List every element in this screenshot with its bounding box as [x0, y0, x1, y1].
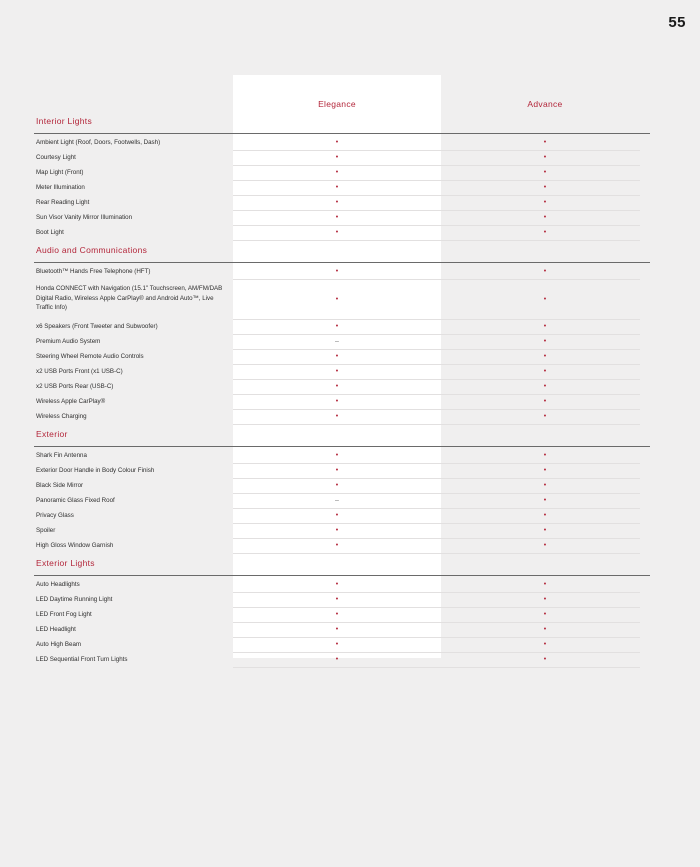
- advance-value: •: [543, 641, 547, 648]
- table-row: [0, 592, 700, 607]
- feature-label: x2 USB Ports Rear (USB-C): [36, 383, 114, 390]
- feature-label: x2 USB Ports Front (x1 USB-C): [36, 368, 123, 375]
- advance-value: •: [543, 368, 547, 375]
- elegance-value: •: [335, 656, 339, 663]
- table-row: [0, 409, 700, 424]
- table-row: [0, 319, 700, 334]
- feature-label: LED Front Fog Light: [36, 611, 92, 618]
- elegance-value: •: [335, 154, 339, 161]
- advance-value: •: [543, 338, 547, 345]
- table-row: [0, 478, 700, 493]
- table-row: [0, 334, 700, 349]
- table-row: [0, 364, 700, 379]
- feature-label: Honda CONNECT with Navigation (15.1" Touchscreen, AM/FM/DAB Digital Radio, Wireless Apple CarPlay® and Android Auto™, Live Traffic Info): [36, 285, 223, 311]
- elegance-value: •: [335, 512, 339, 519]
- feature-label: Steering Wheel Remote Audio Controls: [36, 353, 144, 360]
- table-row: [0, 652, 700, 667]
- elegance-value: •: [335, 268, 339, 275]
- feature-label: Spoiler: [36, 527, 56, 534]
- section-title: Interior Lights: [36, 116, 92, 126]
- advance-value: •: [543, 581, 547, 588]
- feature-label: LED Headlight: [36, 626, 76, 633]
- elegance-value: •: [335, 527, 339, 534]
- elegance-value: •: [335, 199, 339, 206]
- feature-label: Wireless Charging: [36, 413, 87, 420]
- table-row: [0, 463, 700, 478]
- row-divider: [233, 240, 640, 241]
- elegance-value: •: [335, 641, 339, 648]
- elegance-value: •: [335, 229, 339, 236]
- elegance-value: –: [335, 338, 339, 345]
- feature-label: Privacy Glass: [36, 512, 74, 519]
- advance-value: •: [543, 398, 547, 405]
- feature-label: Boot Light: [36, 229, 64, 236]
- elegance-value: •: [335, 368, 339, 375]
- advance-value: •: [543, 199, 547, 206]
- page-number: 55: [668, 14, 686, 31]
- section-title: Exterior: [36, 429, 68, 439]
- advance-value: •: [543, 295, 547, 303]
- advance-value: •: [543, 497, 547, 504]
- advance-value: •: [543, 383, 547, 390]
- advance-value: •: [543, 214, 547, 221]
- column-header-elegance: Elegance: [318, 99, 356, 109]
- table-row: [0, 225, 700, 240]
- elegance-value: •: [335, 596, 339, 603]
- feature-label: Meter Illumination: [36, 184, 85, 191]
- advance-value: •: [543, 139, 547, 146]
- section-title: Exterior Lights: [36, 558, 95, 568]
- feature-label: Shark Fin Antenna: [36, 452, 87, 459]
- feature-label: Wireless Apple CarPlay®: [36, 398, 106, 405]
- table-row: [0, 622, 700, 637]
- elegance-value: •: [335, 214, 339, 221]
- table-row: [0, 379, 700, 394]
- elegance-value: •: [335, 467, 339, 474]
- elegance-value: •: [335, 611, 339, 618]
- table-row: [0, 264, 700, 279]
- table-row: [0, 150, 700, 165]
- feature-label: Auto High Beam: [36, 641, 82, 648]
- advance-value: •: [543, 512, 547, 519]
- elegance-value: •: [335, 353, 339, 360]
- advance-value: •: [543, 323, 547, 330]
- advance-value: •: [543, 452, 547, 459]
- row-divider: [233, 667, 640, 668]
- table-row: [0, 508, 700, 523]
- elegance-value: •: [335, 413, 339, 420]
- elegance-value: •: [335, 542, 339, 549]
- section-divider: [34, 575, 650, 576]
- advance-value: •: [543, 656, 547, 663]
- elegance-value: •: [335, 581, 339, 588]
- feature-label: Bluetooth™ Hands Free Telephone (HFT): [36, 268, 151, 275]
- elegance-value: •: [335, 383, 339, 390]
- feature-label: Panoramic Glass Fixed Roof: [36, 497, 115, 504]
- feature-label: Premium Audio System: [36, 338, 101, 345]
- table-row: [0, 577, 700, 592]
- elegance-value: •: [335, 295, 339, 303]
- advance-value: •: [543, 542, 547, 549]
- advance-value: •: [543, 229, 547, 236]
- advance-value: •: [543, 626, 547, 633]
- advance-value: •: [543, 353, 547, 360]
- row-divider: [233, 553, 640, 554]
- table-row: [0, 607, 700, 622]
- section-divider: [34, 262, 650, 263]
- elegance-value: •: [335, 139, 339, 146]
- feature-label: Sun Visor Vanity Mirror Illumination: [36, 214, 133, 221]
- feature-label: Auto Headlights: [36, 581, 80, 588]
- table-row: [0, 538, 700, 553]
- table-row: [0, 210, 700, 225]
- table-row: [0, 180, 700, 195]
- advance-value: •: [543, 268, 547, 275]
- feature-label: Ambient Light (Roof, Doors, Footwells, Dash): [36, 139, 161, 146]
- elegance-value: •: [335, 482, 339, 489]
- feature-label: Map Light (Front): [36, 169, 84, 176]
- feature-label: LED Daytime Running Light: [36, 596, 113, 603]
- advance-value: •: [543, 596, 547, 603]
- row-divider: [233, 424, 640, 425]
- section-divider: [34, 133, 650, 134]
- table-row: [0, 394, 700, 409]
- table-row: [0, 523, 700, 538]
- table-row: [0, 135, 700, 150]
- table-row: [0, 637, 700, 652]
- column-header-advance: Advance: [527, 99, 563, 109]
- advance-value: •: [543, 611, 547, 618]
- feature-label: Courtesy Light: [36, 154, 76, 161]
- feature-label: High Gloss Window Garnish: [36, 542, 114, 549]
- table-row: [0, 448, 700, 463]
- advance-value: •: [543, 169, 547, 176]
- advance-value: •: [543, 467, 547, 474]
- elegance-value: •: [335, 323, 339, 330]
- elegance-value: •: [335, 169, 339, 176]
- advance-value: •: [543, 184, 547, 191]
- feature-label: Rear Reading Light: [36, 199, 90, 206]
- feature-label: x6 Speakers (Front Tweeter and Subwoofer): [36, 323, 158, 330]
- elegance-value: •: [335, 184, 339, 191]
- advance-value: •: [543, 482, 547, 489]
- elegance-value: –: [335, 497, 339, 504]
- section-title: Audio and Communications: [36, 245, 148, 255]
- table-row: [0, 279, 700, 319]
- feature-label: Exterior Door Handle in Body Colour Finish: [36, 467, 155, 474]
- advance-value: •: [543, 527, 547, 534]
- advance-value: •: [543, 413, 547, 420]
- table-row: [0, 349, 700, 364]
- table-row: [0, 493, 700, 508]
- elegance-value: •: [335, 398, 339, 405]
- elegance-value: •: [335, 452, 339, 459]
- section-divider: [34, 446, 650, 447]
- advance-value: •: [543, 154, 547, 161]
- table-row: [0, 195, 700, 210]
- table-row: [0, 165, 700, 180]
- elegance-value: •: [335, 626, 339, 633]
- feature-label: LED Sequential Front Turn Lights: [36, 656, 128, 663]
- feature-label: Black Side Mirror: [36, 482, 84, 489]
